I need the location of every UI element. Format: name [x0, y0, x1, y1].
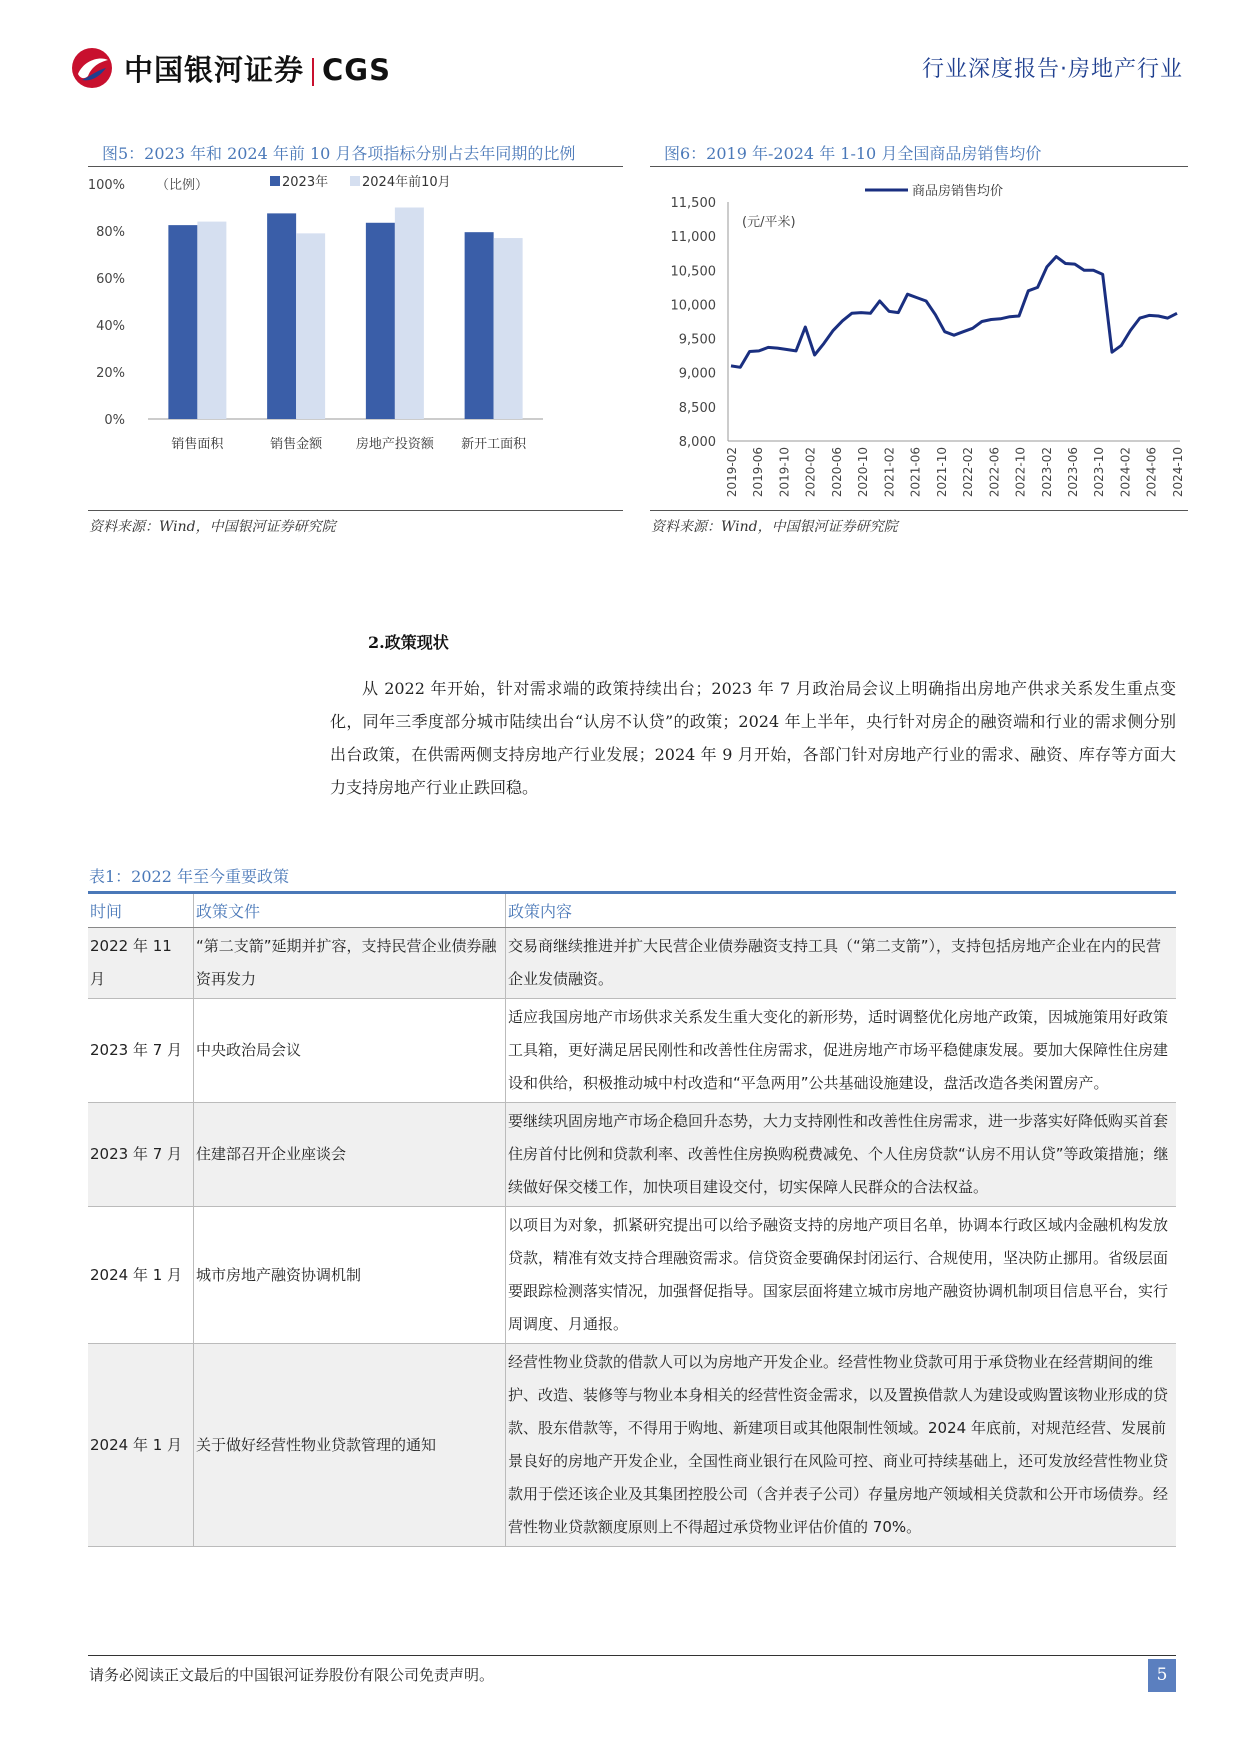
- cell-content: 要继续巩固房地产市场企稳回升态势，大力支持刚性和改善性住房需求，进一步落实好降低购买首套住房首付比例和贷款利率、改善性住房换购税费减免、个人住房贷款“认房不用认贷”等政策措施；继续做好保交楼工作，加快项目建设交付，切实保障人民群众的合法权益。: [506, 1103, 1177, 1207]
- figure6-top-rule: [650, 166, 1188, 167]
- x-tick-label: 新开工面积: [461, 437, 527, 452]
- x-tick-label: 2020-06: [829, 447, 844, 498]
- figure6-bottom-rule: [650, 510, 1188, 511]
- y-tick-label: 9,500: [678, 332, 716, 348]
- bar: [494, 238, 523, 419]
- figure5-title: 图5：2023 年和 2024 年前 10 月各项指标分别占去年同期的比例: [102, 144, 576, 163]
- y-tick-label: 8,500: [678, 400, 716, 416]
- y-tick-label: 9,000: [678, 366, 716, 382]
- figure5-bottom-rule: [88, 510, 623, 511]
- footer-disclaimer: 请务必阅读正文最后的中国银河证券股份有限公司免责声明。: [89, 1666, 495, 1684]
- cell-time: 2024 年 1 月: [88, 1207, 194, 1344]
- cell-document: 关于做好经营性物业贷款管理的通知: [194, 1344, 506, 1547]
- footer-rule: [88, 1655, 1176, 1656]
- y-tick-label: 40%: [96, 319, 125, 334]
- policy-table: [88, 891, 1176, 1547]
- figure5-source: 资料来源：Wind，中国银河证券研究院: [89, 519, 336, 535]
- x-tick-label: 2020-10: [856, 447, 871, 498]
- x-tick-label: 2019-02: [725, 447, 739, 498]
- x-tick-label: 2021-02: [882, 447, 897, 498]
- section-paragraph: 从 2022 年开始，针对需求端的政策持续出台；2023 年 7 月政治局会议上明确指出房地产供求关系发生重点变化，同年三季度部分城市陆续出台“认房不认贷”的政策；2024 年上半年，央行针对房企的融资端和行业的需求侧分别出台政策，在供需两侧支持房地产行业发展；2024 年 9 月开始，各部门针对房地产行业的需求、融资、库存等方面大力支持房地产行业止跌回稳。: [330, 679, 1176, 797]
- table-row: [88, 999, 1176, 1103]
- table-row: [88, 1207, 1176, 1344]
- y-tick-label: 80%: [96, 225, 125, 240]
- x-tick-label: 2024-06: [1144, 447, 1159, 498]
- y-tick-label: 11,000: [670, 230, 716, 246]
- logo-text-cn: 中国银河证券: [124, 52, 305, 87]
- figure5-top-rule: [88, 166, 623, 167]
- figure6-title: 图6：2019 年-2024 年 1-10 月全国商品房销售均价: [664, 144, 1042, 163]
- x-tick-label: 2019-06: [751, 447, 766, 498]
- series-line: [731, 257, 1177, 368]
- x-tick-label: 2022-10: [1013, 447, 1028, 498]
- bar: [168, 225, 197, 419]
- bar: [296, 233, 325, 419]
- figure6-line-chart: [650, 168, 1188, 508]
- cell-time: 2024 年 1 月: [88, 1344, 194, 1547]
- cgs-logo-icon: [70, 46, 114, 90]
- cell-time: 2023 年 7 月: [88, 999, 194, 1103]
- table-row: [88, 1344, 1176, 1547]
- x-tick-label: 2022-06: [987, 447, 1002, 498]
- legend-label: 商品房销售均价: [912, 184, 1004, 199]
- cell-content: 经营性物业贷款的借款人可以为房地产开发企业。经营性物业贷款可用于承贷物业在经营期间的维护、改造、装修等与物业本身相关的经营性资金需求，以及置换借款人为建设或购置该物业形成的贷款、股东借款等，不得用于购地、新建项目或其他限制性领域。2024 年底前，对规范经营、发展前景良好的房地产开发企业，全国性商业银行在风险可控、商业可持续基础上，还可发放经营性物业贷款用于偿还该企业及其集团控股公司（含并表子公司）存量房地产领域相关贷款和公开市场债券。经营性物业贷款额度原则上不得超过承贷物业评估价值的 70%。: [506, 1344, 1177, 1547]
- cell-content: 交易商继续推进并扩大民营企业债券融资支持工具（“第二支箭”），支持包括房地产企业在内的民营企业发债融资。: [506, 928, 1177, 999]
- x-tick-label: 2020-02: [803, 447, 818, 498]
- report-type: 行业深度报告·房地产行业: [922, 57, 1183, 82]
- table-header-row: [88, 893, 1176, 928]
- x-tick-label: 2023-06: [1065, 447, 1080, 498]
- header-time: 时间: [88, 893, 194, 928]
- y-tick-label: 10,500: [670, 264, 716, 280]
- x-tick-label: 销售面积: [171, 437, 224, 452]
- table-row: [88, 928, 1176, 999]
- y-axis-label: (元/平米): [742, 215, 796, 230]
- legend-label: 2024年前10月: [362, 175, 451, 190]
- x-tick-label: 2023-02: [1039, 447, 1054, 498]
- bar: [366, 223, 395, 419]
- legend-swatch: [350, 176, 360, 186]
- table-title: 表1：2022 年至今重要政策: [89, 867, 289, 886]
- x-tick-label: 2024-02: [1118, 447, 1133, 498]
- x-tick-label: 销售金额: [270, 437, 323, 452]
- table-row: [88, 1103, 1176, 1207]
- cell-content: 适应我国房地产市场供求关系发生重大变化的新形势，适时调整优化房地产政策，因城施策用好政策工具箱，更好满足居民刚性和改善性住房需求，促进房地产市场平稳健康发展。要加大保障性住房建设和供给，积极推动城中村改造和“平急两用”公共基础设施建设，盘活改造各类闲置房产。: [506, 999, 1177, 1103]
- figure6-source: 资料来源：Wind，中国银河证券研究院: [651, 519, 898, 535]
- logo-separator: [312, 58, 314, 86]
- x-tick-label: 房地产投资额: [355, 437, 434, 452]
- company-logo: [70, 46, 391, 90]
- y-tick-label: 0%: [104, 413, 125, 428]
- cell-document: 中央政治局会议: [194, 999, 506, 1103]
- logo-text-en: CGS: [322, 52, 391, 87]
- legend-swatch: [270, 176, 280, 186]
- header-document: 政策文件: [194, 893, 506, 928]
- figure5-bar-chart: [88, 168, 623, 508]
- cell-time: 2022 年 11 月: [88, 928, 194, 999]
- x-tick-label: 2019-10: [777, 447, 792, 498]
- x-tick-label: 2023-10: [1092, 447, 1107, 498]
- y-tick-label: 20%: [96, 366, 125, 381]
- cell-time: 2023 年 7 月: [88, 1103, 194, 1207]
- y-tick-label: 10,000: [670, 298, 716, 314]
- section-title: 2.政策现状: [368, 633, 449, 652]
- page-header: [0, 0, 1241, 110]
- page-number: 5: [1148, 1659, 1176, 1692]
- cell-content: 以项目为对象，抓紧研究提出可以给予融资支持的房地产项目名单，协调本行政区域内金融机构发放贷款，精准有效支持合理融资需求。信贷资金要确保封闭运行、合规使用，坚决防止挪用。省级层面要跟踪检测落实情况，加强督促指导。国家层面将建立城市房地产融资协调机制项目信息平台，实行周调度、月通报。: [506, 1207, 1177, 1344]
- cell-document: 住建部召开企业座谈会: [194, 1103, 506, 1207]
- bar: [465, 232, 494, 419]
- x-tick-label: 2024-10: [1170, 447, 1185, 498]
- cell-document: 城市房地产融资协调机制: [194, 1207, 506, 1344]
- bar: [395, 208, 424, 420]
- x-tick-label: 2021-10: [934, 447, 949, 498]
- y-tick-label: 8,000: [678, 435, 716, 450]
- y-axis-label: （比例）: [156, 178, 209, 193]
- y-tick-label: 60%: [96, 272, 125, 287]
- y-tick-label: 11,500: [670, 196, 716, 211]
- y-tick-label: 100%: [88, 178, 125, 193]
- x-tick-label: 2022-02: [961, 447, 976, 498]
- bar: [197, 222, 226, 419]
- x-tick-label: 2021-06: [908, 447, 923, 498]
- bar: [267, 213, 296, 419]
- header-content: 政策内容: [506, 893, 1177, 928]
- legend-label: 2023年: [282, 175, 329, 190]
- cell-document: “第二支箭”延期并扩容，支持民营企业债券融资再发力: [194, 928, 506, 999]
